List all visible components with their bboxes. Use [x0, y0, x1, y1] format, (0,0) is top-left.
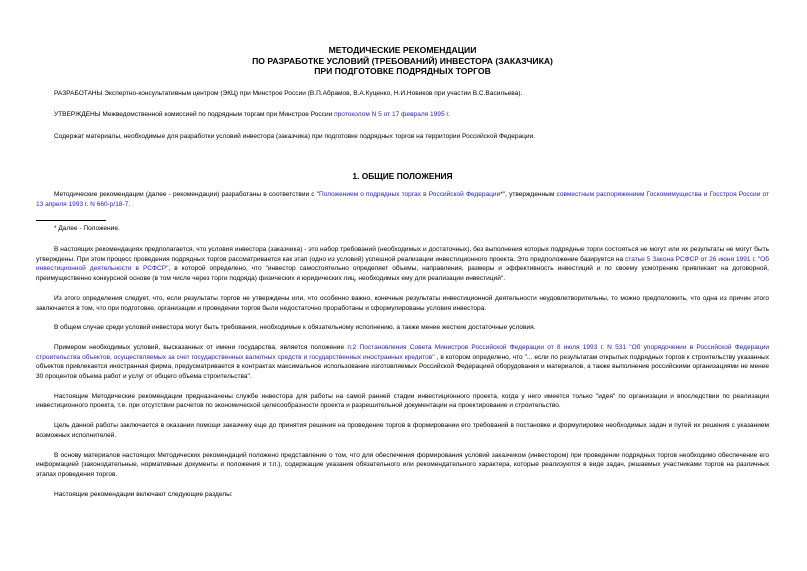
title-line-1: МЕТОДИЧЕСКИЕ РЕКОМЕНДАЦИИ: [328, 45, 477, 55]
contains-paragraph: Содержат материалы, необходимые для разработки условий инвестора (заказчика) при подготовке подрядных торгов на территории Российской Федерации.: [54, 133, 536, 141]
paragraph-text: Примером необходимых условий, высказанных от имени государства, является положение: [54, 343, 348, 351]
protocol-link[interactable]: протоколом N 5 от 17 февраля 1995 г.: [334, 111, 450, 119]
approved-text: УТВЕРЖДЕНЫ Межведомственной комиссией по подрядным торгам при Минстрое России: [54, 111, 335, 119]
paragraph-text: В настоящих рекомендациях предполагается, что условия инвестора (заказчика) - это набор требований (необходимых и достаточных), без выполнения которых подрядные торги состояться не могут или их результаты не могут быть утверждены. При этом процесс проведения подрядных торгов рассматривается как этап (одно из условий) успешной реализации инвестиционного проекта. Это предположение базируется на: [36, 246, 769, 263]
approved-by-paragraph: [36, 110, 769, 120]
joint-order-link[interactable]: совместным распоряжением Госкомимущества и Госстроя России от 13 апреля 1993 г. N 660-р/18-7: [36, 190, 769, 208]
paragraph-text: .: [128, 200, 131, 208]
title-line-2: ПО РАЗРАБОТКЕ УСЛОВИЙ (ТРЕБОВАНИЙ) ИНВЕСТОРА (ЗАКАЗЧИКА): [252, 55, 553, 66]
law-article-link[interactable]: статье 5 Закона РСФСР от 26 июня 1991 г. "Об инвестиционной деятельности в РСФСР": [36, 255, 769, 273]
paragraph-basis: [36, 190, 769, 209]
developed-by-paragraph: РАЗРАБОТАНЫ Экспертно-консультативным центром (ЭКЦ) при Минстрое России (В.П.Абрамов, В.А.Куценко, Н.И.Новиков при участии В.С.Васильева).: [54, 89, 523, 97]
paragraph-example: [36, 343, 769, 382]
document-title: [36, 0, 769, 77]
paragraph-definition: [36, 245, 769, 284]
paragraph-basis-materials: В основу материалов настоящих Методических рекомендаций положено представление о том, что для обеспечения формирования условий заказчиком (инвестором) при проведении подрядных торгов необходимо обеспечение его информацией (законодательные, нормативные документы и положения и т.п.), содержащие указания обязательного или рекомендательного характера, которые реализуются в виде задач, решаемых участниками торгов на различных этапах проведения торгов.: [36, 451, 769, 478]
paragraph-purpose: Настоящие Методические рекомендации предназначены службе инвестора для работы на самой ранней стадии инвестиционного проекта, когда у него имеется только "идея" по организации и впоследствии по реализации инвестиционного проекта, т.е. при отсутствии расчетов по экономической целесообразности проекта и разрешительной документации на проектирование и строительство.: [36, 392, 769, 410]
paragraph-general-case: В общем случае среди условий инвестора могут быть требования, необходимые к обязательному исполнению, а также менее жесткие достаточные условия.: [54, 324, 536, 332]
paragraph-text: *", утвержденным: [500, 190, 557, 198]
government-resolution-link[interactable]: п.2 Постановления Совета Министров Российской Федерации от 8 июля 1993 г. N 531 "Об упорядочении в Российской Федерации строительства объектов, осуществляемых за счет государственных валютных средств и государственных иностранных кредитов": [36, 343, 769, 361]
footnote-divider: [36, 220, 106, 221]
footnote: * Далее - Положение.: [54, 225, 120, 233]
paragraph-sections-intro: Настоящие рекомендации включают следующие разделы:: [54, 490, 233, 498]
paragraph-text: , в которой определено, что "инвестор самостоятельно определяет объемы, направления, размеры и эффективность инвестиций и по своему усмотрению привлекает на договорной, преимущественно конкурсной основе (в том числе через торги подряда) физических и юридических лиц, необходимых ему для реализации инвестиций".: [36, 265, 770, 283]
paragraph-goal: Цель данной работы заключается в оказании помощи заказчику еще до принятия решения на проведение торгов в формировании его требований в постановке и формулировке необходимых задач и путей их решения с указанием возможных исполнителей.: [36, 422, 769, 439]
title-line-3: ПРИ ПОДГОТОВКЕ ПОДРЯДНЫХ ТОРГОВ: [314, 66, 491, 77]
paragraph-text: , в котором определено, что "... если по результатам открытых подрядных торгов к строительству указанных объектов привлекается иностранная фирма, предусматривается в контрактах максимальное использование изготовляемых Российской Федерацией оборудования и материалов, а также выполнение российскими организациями не менее 30 процентов объема работ и услуг от общего объема строительства".: [36, 353, 769, 381]
regulation-link[interactable]: Положением о подрядных торгах в Российской Федерации: [319, 190, 501, 198]
section-heading-general: 1. ОБЩИЕ ПОЛОЖЕНИЯ: [352, 170, 453, 181]
paragraph-text: Методические рекомендации (далее - рекомендации) разработаны в соответствии с ": [54, 190, 320, 198]
paragraph-consequence: Из этого определения следует, что, если результаты торгов не утверждены или, что особенно важно, конечные результаты инвестиционной деятельности неудовлетворительны, то можно предположить, что одна из причин этого заключается в том, что при подготовке, организации и проведении торгов были недостаточно проработаны и сформулированы условия инвестора.: [36, 294, 769, 312]
